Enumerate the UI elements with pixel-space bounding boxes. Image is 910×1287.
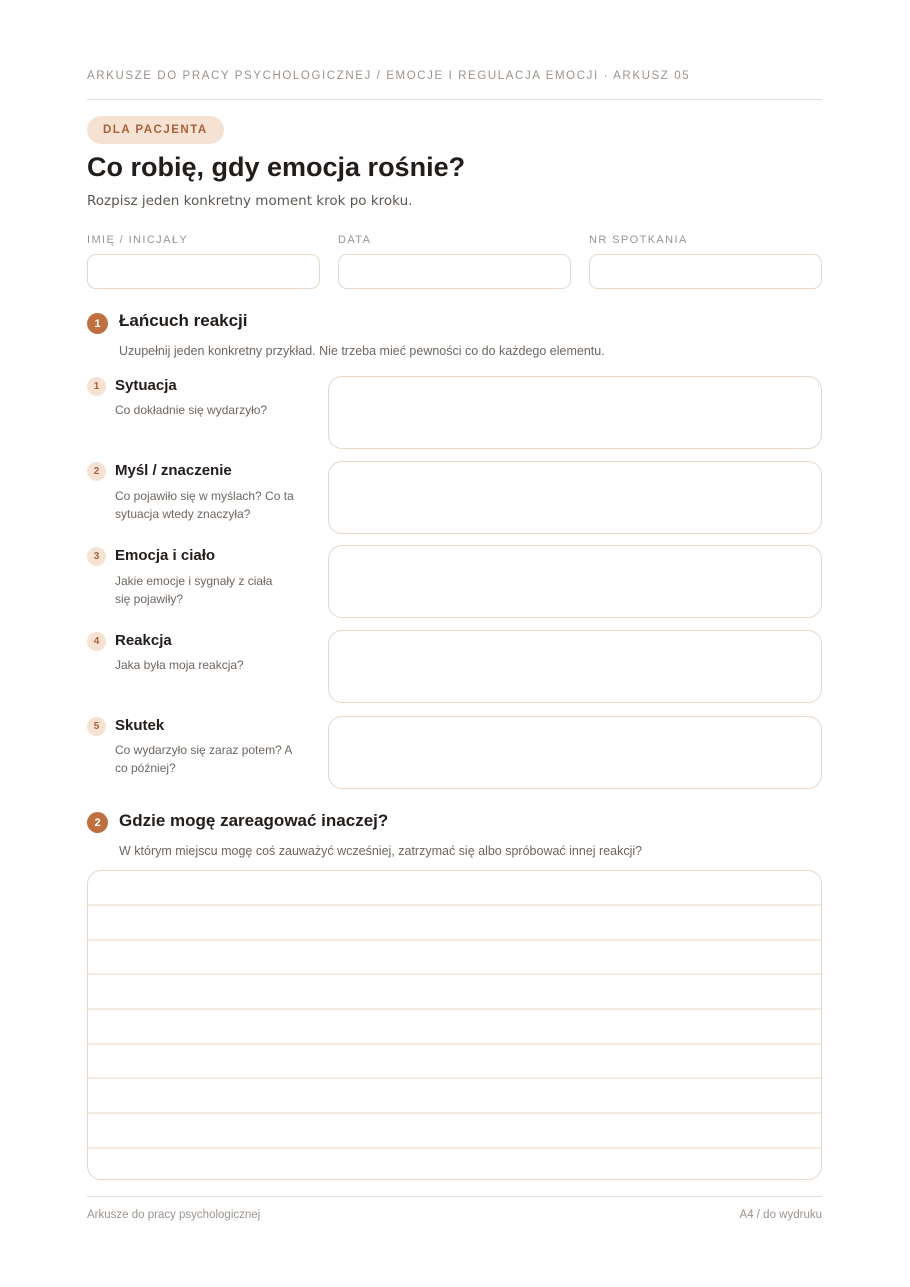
footer-left-text: Arkusze do pracy psychologicznej	[87, 1209, 261, 1221]
footer-right-text: A4 / do wydruku	[739, 1209, 822, 1221]
ruled-line	[88, 1077, 821, 1079]
footer-divider	[87, 1196, 822, 1197]
step-1-hint: Co dokładnie się wydarzyło?	[115, 403, 268, 417]
step-5-hint: Co wydarzyło się zaraz potem? A co później?	[115, 743, 292, 775]
ruled-line	[88, 1043, 821, 1045]
date-field[interactable]	[338, 254, 571, 289]
step-3-hint: Jakie emocje i sygnały z ciała się pojawiły?	[115, 574, 273, 606]
step-1-number: 1	[87, 377, 106, 396]
page-title: Co robię, gdy emocja rośnie?	[87, 152, 466, 182]
section-2-answer-box[interactable]	[87, 870, 822, 1180]
step-5-answer-box[interactable]	[328, 716, 822, 789]
step-3-number: 3	[87, 547, 106, 566]
audience-badge: DLA PACJENTA	[87, 116, 224, 144]
ruled-line	[88, 973, 821, 975]
step-2-answer-box[interactable]	[328, 461, 822, 534]
section-1-description: Uzupełnij jeden konkretny przykład. Nie trzeba mieć pewności co do każdego elementu.	[119, 344, 605, 358]
step-2-title: Myśl / znaczenie	[115, 462, 232, 479]
worksheet-page	[87, 0, 822, 1287]
section-2-number: 2	[87, 812, 108, 833]
section-2-description: W którym miejscu mogę coś zauważyć wcześniej, zatrzymać się albo spróbować innej reakcji?	[119, 844, 643, 858]
step-5-number: 5	[87, 717, 106, 736]
section-1-number: 1	[87, 313, 108, 334]
name-field-label: IMIĘ / INICJAŁY	[87, 234, 189, 246]
step-3-answer-box[interactable]	[328, 545, 822, 618]
step-4-hint: Jaka była moja reakcja?	[115, 658, 244, 672]
ruled-line	[88, 904, 821, 906]
step-4-title: Reakcja	[115, 632, 172, 649]
section-2-title: Gdzie mogę zareagować inaczej?	[119, 811, 389, 830]
step-1-answer-box[interactable]	[328, 376, 822, 449]
ruled-line	[88, 939, 821, 941]
section-1-title: Łańcuch reakcji	[119, 311, 248, 330]
step-1-title: Sytuacja	[115, 377, 177, 394]
date-field-label: DATA	[338, 234, 372, 246]
step-5-title: Skutek	[115, 717, 165, 734]
step-4-number: 4	[87, 632, 106, 651]
step-4-answer-box[interactable]	[328, 630, 822, 703]
step-3-title: Emocja i ciało	[115, 547, 216, 564]
ruled-line	[88, 1112, 821, 1114]
ruled-line	[88, 1008, 821, 1010]
step-2-hint: Co pojawiło się w myślach? Co ta sytuacja wtedy znaczyła?	[115, 489, 294, 521]
breadcrumb: ARKUSZE DO PRACY PSYCHOLOGICZNEJ / EMOCJE I REGULACJA EMOCJI · ARKUSZ 05	[87, 70, 691, 82]
name-field[interactable]	[87, 254, 320, 289]
ruled-line	[88, 1147, 821, 1149]
step-2-number: 2	[87, 462, 106, 481]
session-number-field-label: NR SPOTKANIA	[589, 234, 688, 246]
header-divider	[87, 99, 822, 100]
page-subtitle: Rozpisz jeden konkretny moment krok po kroku.	[87, 193, 413, 209]
session-number-field[interactable]	[589, 254, 822, 289]
